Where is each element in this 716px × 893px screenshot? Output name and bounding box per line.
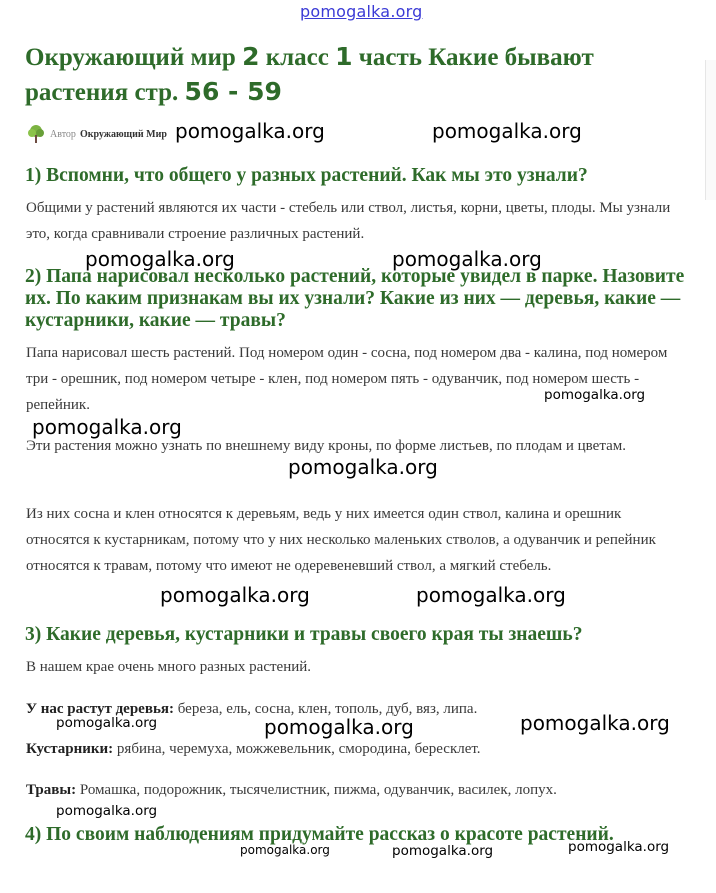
section-4-heading: 4) По своим наблюдениям придумайте рассказ о красоте растений.	[25, 824, 614, 845]
shrubs-list: Кустарники: рябина, черемуха, можжевельник, смородина, бересклет.	[26, 741, 481, 757]
watermark: pomogalka.org	[32, 415, 182, 439]
section-3-heading: 3) Какие деревья, кустарники и травы своего края ты знаешь?	[25, 624, 583, 645]
watermark: pomogalka.org	[392, 843, 494, 859]
watermark: pomogalka.org	[392, 247, 542, 271]
tree-icon	[26, 124, 46, 144]
watermark: pomogalka.org	[240, 843, 330, 857]
section-2-paragraph-3: Из них сосна и клен относятся к деревьям, ведь у них имеется один ствол, калина и орешник относятся к кустарникам, потому что у них несколько маленьких стволов, а одуванчик и репейник относятся к травам, потому что имеют не одеревеневший ствол, а мягкий стебель.	[26, 506, 656, 574]
page-title: Окружающий мир 2 класс 1 часть Какие бывают растения стр. 56 - 59	[25, 42, 594, 106]
watermark: pomogalka.org	[432, 119, 582, 143]
watermark: pomogalka.org	[520, 711, 670, 735]
watermark: pomogalka.org	[85, 247, 235, 271]
watermark: pomogalka.org	[56, 715, 158, 731]
grasses-list: Травы: Ромашка, подорожник, тысячелистник, пижма, одуванчик, василек, лопух.	[26, 782, 557, 798]
section-2-paragraph-1: Папа нарисовал шесть растений. Под номером один - сосна, под номером два - калина, под номером три - орешник, под номером четыре - клен, под номером пять - одуванчик, под номером шесть - репейник.	[26, 345, 668, 413]
sidebar-edge	[705, 60, 716, 200]
section-1-paragraph: Общими у растений являются их части - стебель или ствол, листья, корни, цветы, плоды. Мы узнали это, когда сравнивали строение различных растений.	[26, 200, 671, 242]
site-link[interactable]: pomogalka.org	[300, 2, 423, 21]
section-2-heading: 2) Папа нарисовал несколько растений, которые увидел в парке. Назовите их. По каким признакам вы их узнали? Какие из них — деревья, какие — кустарники, какие — травы?	[25, 266, 685, 331]
author-line	[26, 124, 167, 144]
watermark: pomogalka.org	[544, 387, 646, 403]
section-3-intro: В нашем крае очень много разных растений.	[26, 659, 312, 675]
watermark: pomogalka.org	[175, 119, 325, 143]
watermark: pomogalka.org	[160, 583, 310, 607]
watermark: pomogalka.org	[56, 803, 158, 819]
section-1-heading: 1) Вспомни, что общего у разных растений. Как мы это узнали?	[25, 165, 588, 186]
section-2-paragraph-2: Эти растения можно узнать по внешнему виду кроны, по форме листьев, по плодам и цветам.	[26, 438, 626, 454]
author-label: Автор	[50, 128, 76, 140]
trees-list: У нас растут деревья: береза, ель, сосна, клен, тополь, дуб, вяз, липа.	[26, 701, 478, 717]
watermark: pomogalka.org	[264, 715, 414, 739]
watermark: pomogalka.org	[568, 839, 670, 855]
watermark: pomogalka.org	[288, 455, 438, 479]
author-name[interactable]: Окружающий Мир	[79, 128, 167, 140]
watermark: pomogalka.org	[416, 583, 566, 607]
